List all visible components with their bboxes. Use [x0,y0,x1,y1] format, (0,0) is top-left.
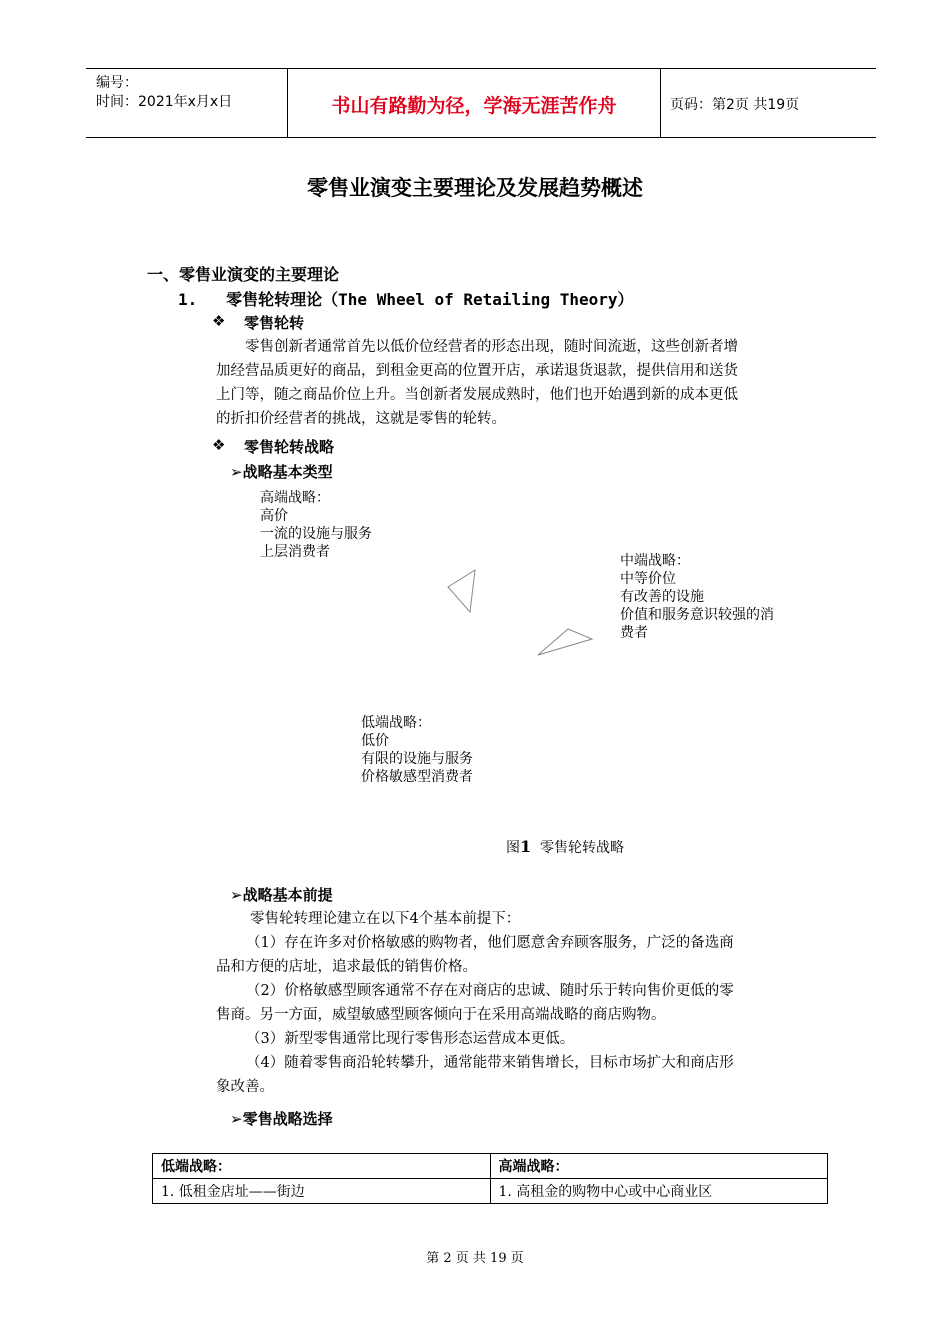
diagram-line: 低端战略： [361,715,431,731]
paragraph-wheel [216,335,822,431]
paragraph-line: （1）存在许多对价格敏感的购物者，他们愿意舍弃顾客服务，广泛的备选商 [246,935,734,951]
diagram-line: 价值和服务意识较强的消 [620,607,774,623]
paragraph-line: （4）随着零售商沿轮转攀升，通常能带来销售增长，目标市场扩大和商店形 [246,1055,734,1071]
table-header-row [153,1154,828,1179]
caption-text: 零售轮转战略 [540,840,625,856]
diagram-line: 中端战略： [620,553,690,569]
diagram-line: 上层消费者 [260,544,330,560]
diagram-line: 一流的设施与服务 [260,526,372,542]
diagram-line: 中等价位 [620,571,676,587]
paragraph-line: 零售创新者通常首先以低价位经营者的形态出现，随时间流逝，这些创新者增 [245,339,738,355]
paragraph-line: 象改善。 [216,1079,274,1095]
page-footer: 第 2 页 共 19 页 [426,1251,524,1266]
paragraph-line: （3）新型零售通常比现行零售形态运营成本更低。 [246,1031,575,1047]
header-motto: 书山有路勤为径，学海无涯苦作舟 [331,95,617,117]
caption-prefix: 图 [506,840,520,856]
figure-caption [506,837,624,857]
bullet-heading: 零售轮转 [244,314,305,332]
diagram-line: 有限的设施与服务 [361,751,473,767]
paragraph-premises [216,907,822,1099]
diagram-line: 费者 [620,625,648,641]
diagram-high-end [260,489,372,561]
table-header-cell: 高端战略： [490,1154,828,1179]
diagram-arrowhead-left [448,570,475,612]
document-title: 零售业演变主要理论及发展趋势概述 [307,176,643,200]
paragraph-line: 上门等，随之商品价位上升。当创新者发展成熟时，他们也开始遇到新的成本更低 [216,387,738,403]
paragraph-line: 的折扣价经营者的挑战，这就是零售的轮转。 [216,411,506,427]
header-divider [660,69,661,137]
paragraph-line: 加经营品质更好的商品，到租金更高的位置开店，承诺退货退款，提供信用和送货 [216,363,738,379]
diagram-line: 高价 [260,508,288,524]
table-header-cell: 低端战略： [153,1154,491,1179]
strategy-table [152,1153,828,1204]
paragraph-line: 售商。另一方面，威望敏感型顾客倾向于在采用高端战略的商店购物。 [216,1007,666,1023]
diagram-arrowhead-bottom [538,629,592,655]
diagram-arrows [440,565,600,665]
arrow-heading: ➢战略基本前提 [230,886,333,904]
diagram-line: 有改善的设施 [620,589,704,605]
paragraph-line: （2）价格敏感型顾客通常不存在对商店的忠诚、随时乐于转向售价更低的零 [246,983,734,999]
document-number-label: 编号： [96,75,138,91]
bullet-heading: 零售轮转战略 [244,438,335,456]
subsection-heading: 1. 零售轮转理论（The Wheel of Retailing Theory） [178,290,634,309]
table-cell: 1. 高租金的购物中心或中心商业区 [490,1179,828,1204]
caption-number: 1 [520,837,532,856]
document-time-label: 时间：2021年x月x日 [96,94,233,110]
bullet-marker: ❖ [212,312,226,330]
table-cell: 1. 低租金店址——街边 [153,1179,491,1204]
diagram-line: 价格敏感型消费者 [361,769,473,785]
table-row [153,1179,828,1204]
paragraph-line: 品和方便的店址，追求最低的销售价格。 [216,959,477,975]
arrow-heading: ➢零售战略选择 [230,1110,333,1128]
diagram-mid-end [620,552,774,642]
arrow-heading: ➢战略基本类型 [230,463,333,481]
bullet-marker: ❖ [212,436,226,454]
page-header [86,68,876,138]
page-number-label: 页码：第2页 共19页 [670,97,800,113]
diagram-low-end [361,714,473,786]
paragraph-line: 零售轮转理论建立在以下4个基本前提下： [250,911,521,927]
diagram-line: 低价 [361,733,389,749]
section-heading: 一、零售业演变的主要理论 [147,265,340,284]
diagram-line: 高端战略： [260,490,330,506]
